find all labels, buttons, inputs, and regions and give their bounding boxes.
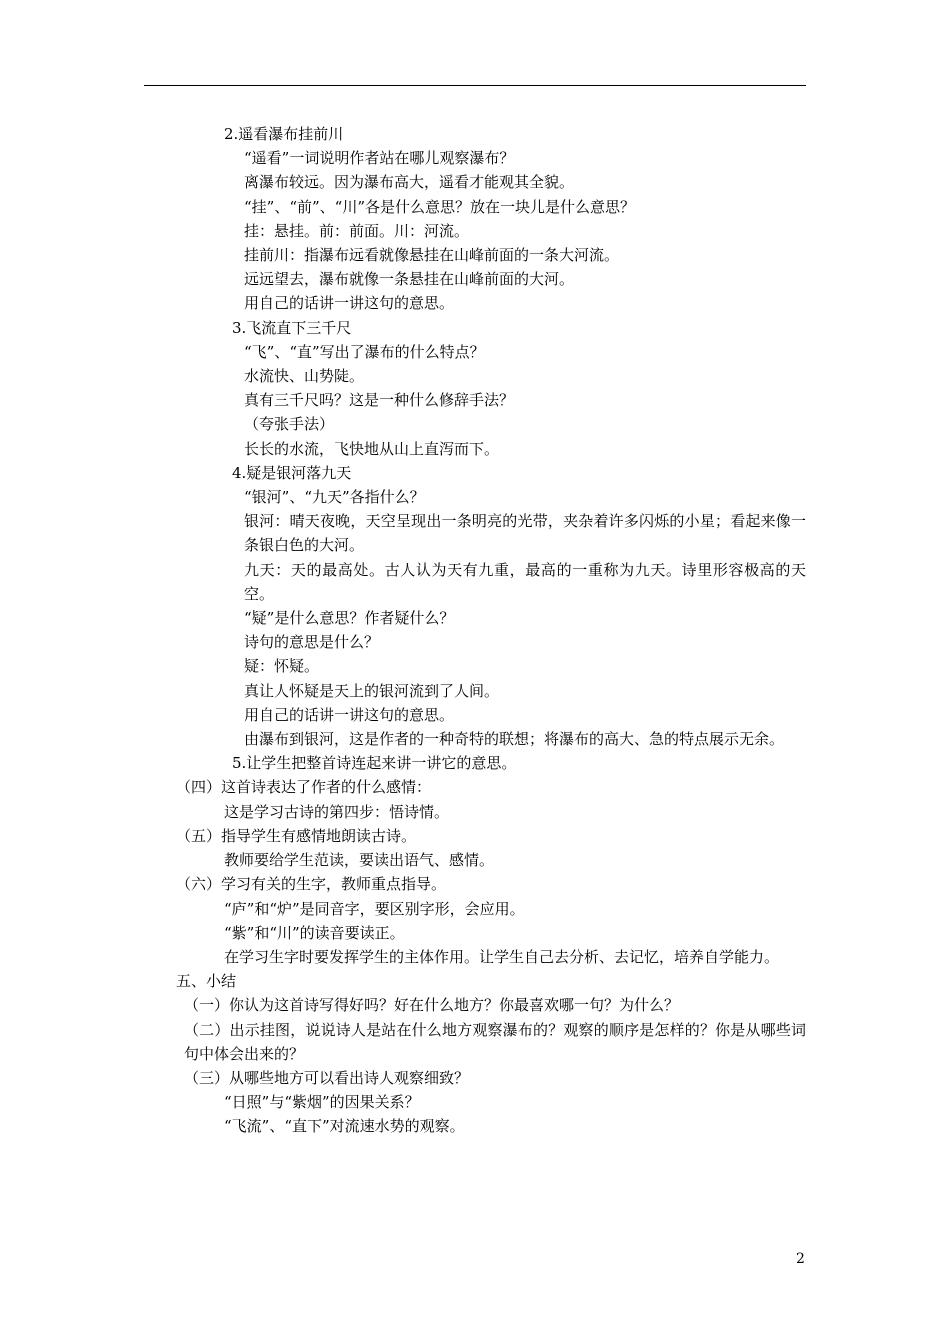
question-text: （二）出示挂图，说说诗人是站在什么地方观察瀑布的？观察的顺序是怎样的？你是从哪些词句中体会出来的？	[184, 1020, 806, 1063]
question-text: “银河”、“九天”各指什么？	[244, 488, 425, 507]
answer-text: 长长的水流，飞快地从山上直泻而下。	[244, 439, 500, 458]
paragraph-text: 在学习生字时要发挥学生的主体作用。让学生自己去分析、去记忆，培养自学能力。	[224, 947, 780, 966]
question-text: “挂”、“前”、“川”各是什么意思？放在一块儿是什么意思？	[244, 197, 636, 216]
section-heading: （五）指导学生有感情地朗读古诗。	[176, 826, 417, 845]
instruction-text: 用自己的话讲一讲这句的意思。	[244, 705, 455, 724]
paragraph-text: 九天：天的最高处。古人认为天有九重，最高的一重称为九天。诗里形容极高的天空。	[244, 560, 806, 603]
subheading-line-5: 5.让学生把整首诗连起来讲一讲它的意思。	[232, 754, 517, 773]
document-body	[144, 122, 806, 1139]
answer-text: 真让人怀疑是天上的银河流到了人间。	[244, 681, 500, 700]
answer-text: 疑：怀疑。	[244, 657, 320, 676]
question-text: 真有三千尺吗？这是一种什么修辞手法？	[244, 391, 515, 410]
question-text: “飞”、“直”写出了瀑布的什么特点？	[244, 342, 485, 361]
header-rule	[144, 85, 806, 86]
subheading-line-2: 2.遥看瀑布挂前川	[224, 125, 344, 143]
section-heading: （四）这首诗表达了作者的什么感情：	[176, 778, 432, 797]
answer-text: 挂：悬挂。前：前面。川：河流。	[244, 221, 470, 240]
subheading-line-4: 4.疑是银河落九天	[232, 463, 352, 482]
subheading-line-3: 3.飞流直下三千尺	[232, 318, 352, 337]
section-heading: 五、小结	[176, 972, 237, 991]
instruction-text: 用自己的话讲一讲这句的意思。	[244, 294, 455, 313]
paragraph-text: “日照”与“紫烟”的因果关系？	[224, 1093, 420, 1112]
paragraph-text: “飞流”、“直下”对流速水势的观察。	[224, 1117, 465, 1136]
paragraph-text: 教师要给学生范读，要读出语气、感情。	[224, 851, 495, 870]
answer-text: 离瀑布较远。因为瀑布高大，遥看才能观其全貌。	[244, 173, 575, 192]
question-text: （一）你认为这首诗写得好吗？好在什么地方？你最喜欢哪一句？为什么？	[184, 996, 680, 1015]
section-heading: （六）学习有关的生字，教师重点指导。	[176, 875, 447, 894]
paragraph-text: 由瀑布到银河，这是作者的一种奇特的联想；将瀑布的高大、急的特点展示无余。	[244, 730, 785, 749]
answer-text: 挂前川：指瀑布远看就像悬挂在山峰前面的一条大河流。	[244, 246, 620, 265]
question-text: “遥看”一词说明作者站在哪儿观察瀑布？	[244, 149, 515, 168]
question-text: “疑”是什么意思？作者疑什么？	[244, 609, 455, 628]
question-text: （三）从哪些地方可以看出诗人观察细致？	[184, 1068, 470, 1087]
paragraph-text: “紫”和“川”的读音要读正。	[224, 923, 405, 942]
answer-text: 水流快、山势陡。	[244, 367, 365, 386]
answer-text: （夸张手法）	[244, 415, 335, 434]
paragraph-text: 这是学习古诗的第四步：悟诗情。	[224, 802, 450, 821]
page-number: 2	[796, 1251, 805, 1267]
paragraph-text: “庐”和“炉”是同音字，要区别字形，会应用。	[224, 899, 525, 918]
paragraph-text: 银河：晴天夜晚，天空呈现出一条明亮的光带，夹杂着许多闪烁的小星；看起来像一条银白色的大河。	[244, 512, 806, 555]
question-text: 诗句的意思是什么？	[244, 633, 380, 652]
answer-text: 远远望去，瀑布就像一条悬挂在山峰前面的大河。	[244, 270, 575, 289]
